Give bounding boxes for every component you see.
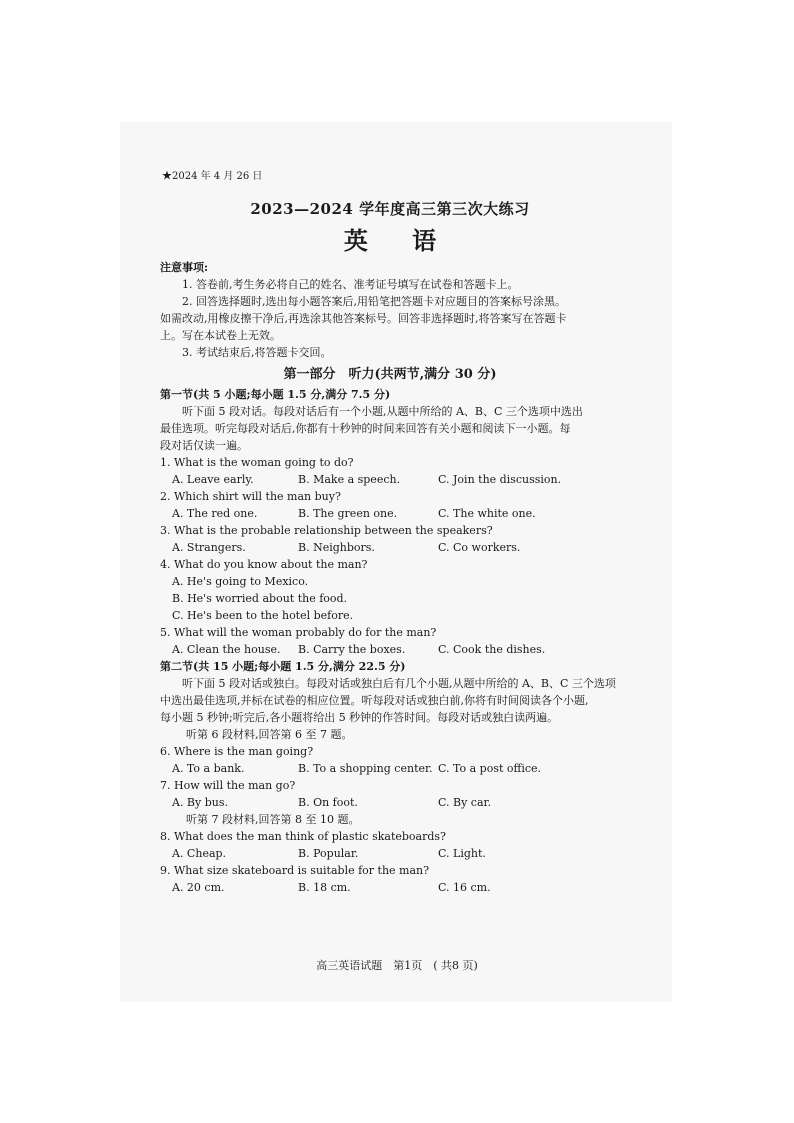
question-6: 6. Where is the man going? [160, 745, 314, 758]
question-9: 9. What size skateboard is suitable for the man? [160, 864, 430, 877]
exam-title: 2023—2024 学年度高三第三次大练习 [250, 200, 530, 218]
note-item-continued: 如需改动,用橡皮擦干净后,再选涂其他答案标号。回答非选择题时,将答案写在答题卡 [160, 312, 567, 325]
section2-title: 第二节(共 15 小题;每小题 1.5 分,满分 22.5 分) [160, 660, 406, 673]
option-c: C. To a post office. [438, 762, 542, 775]
question-7: 7. How will the man go? [160, 779, 296, 792]
option-a: A. Leave early. [172, 473, 254, 486]
option-c: C. Join the discussion. [438, 473, 562, 486]
exam-subject: 英 语 [343, 226, 455, 255]
notes-title: 注意事项: [160, 261, 209, 274]
option-c: C. The white one. [438, 507, 536, 520]
question-5: 5. What will the woman probably do for the man? [160, 626, 437, 639]
option-a: A. To a bank. [172, 762, 245, 775]
note-item-continued: 上。写在本试卷上无效。 [160, 329, 281, 342]
option-a: A. Strangers. [172, 541, 246, 554]
page-footer: 高三英语试题 第1页 ( 共8 页) [316, 959, 478, 972]
option-b: B. Popular. [298, 847, 359, 860]
section2-instructions: 听下面 5 段对话或独白。每段对话或独白后有几个小题,从题中所给的 A、B、C 三个选项 [182, 677, 616, 690]
question-6-options [172, 760, 620, 777]
question-9-options [172, 879, 620, 896]
section1-title: 第一节(共 5 小题;每小题 1.5 分,满分 7.5 分) [160, 388, 391, 401]
part1-title: 第一部分 听力(共两节,满分 30 分) [283, 367, 497, 382]
option-b: B. 18 cm. [298, 881, 351, 894]
option-b: B. Neighbors. [298, 541, 375, 554]
option-c: C. He's been to the hotel before. [172, 609, 354, 622]
option-b: B. Carry the boxes. [298, 643, 406, 656]
option-a: A. Cheap. [172, 847, 227, 860]
option-a: A. Clean the house. [172, 643, 281, 656]
question-5-options [172, 641, 620, 658]
option-b: B. To a shopping center. [298, 762, 433, 775]
section2-instructions: 每小题 5 秒钟;听完后,各小题将给出 5 秒钟的作答时间。每段对话或独白读两遍。 [160, 711, 559, 724]
option-c: C. Co workers. [438, 541, 521, 554]
note-item: 3. 考试结束后,将答题卡交回。 [182, 346, 332, 359]
option-c: C. Light. [438, 847, 486, 860]
section1-instructions: 听下面 5 段对话。每段对话后有一个小题,从题中所给的 A、B、C 三个选项中选出 [182, 405, 583, 418]
option-a: A. The red one. [172, 507, 258, 520]
question-1: 1. What is the woman going to do? [160, 456, 354, 469]
question-7-options [172, 794, 620, 811]
note-item: 1. 答卷前,考生务必将自己的姓名、准考证号填写在试卷和答题卡上。 [182, 278, 519, 291]
section1-instructions: 最佳选项。听完每段对话后,你都有十秒钟的时间来回答有关小题和阅读下一小题。每 [160, 422, 571, 435]
question-3-options [172, 539, 620, 556]
option-a: A. By bus. [172, 796, 228, 809]
section2-instructions: 中选出最佳选项,并标在试卷的相应位置。听每段对话或独白前,你将有时间阅读各个小题, [160, 694, 589, 707]
option-b: B. The green one. [298, 507, 398, 520]
material-6-note: 听第 6 段材料,回答第 6 至 7 题。 [186, 728, 353, 741]
question-8-options [172, 845, 620, 862]
section1-instructions: 段对话仅读一遍。 [160, 439, 248, 452]
option-b: B. He's worried about the food. [172, 592, 348, 605]
question-2: 2. Which shirt will the man buy? [160, 490, 341, 503]
note-item: 2. 回答选择题时,选出每小题答案后,用铅笔把答题卡对应题目的答案标号涂黑。 [182, 295, 566, 308]
option-c: C. 16 cm. [438, 881, 491, 894]
question-2-options [172, 505, 620, 522]
question-4: 4. What do you know about the man? [160, 558, 368, 571]
question-8: 8. What does the man think of plastic skateboards? [160, 830, 446, 843]
option-b: B. On foot. [298, 796, 358, 809]
exam-page [160, 168, 620, 896]
option-c: C. By car. [438, 796, 492, 809]
option-a: A. 20 cm. [172, 881, 225, 894]
exam-date: ★2024 年 4 月 26 日 [162, 171, 263, 182]
material-7-note: 听第 7 段材料,回答第 8 至 10 题。 [186, 813, 360, 826]
question-1-options [172, 471, 620, 488]
option-a: A. He's going to Mexico. [172, 575, 309, 588]
question-3: 3. What is the probable relationship between the speakers? [160, 524, 493, 537]
option-b: B. Make a speech. [298, 473, 401, 486]
option-c: C. Cook the dishes. [438, 643, 546, 656]
